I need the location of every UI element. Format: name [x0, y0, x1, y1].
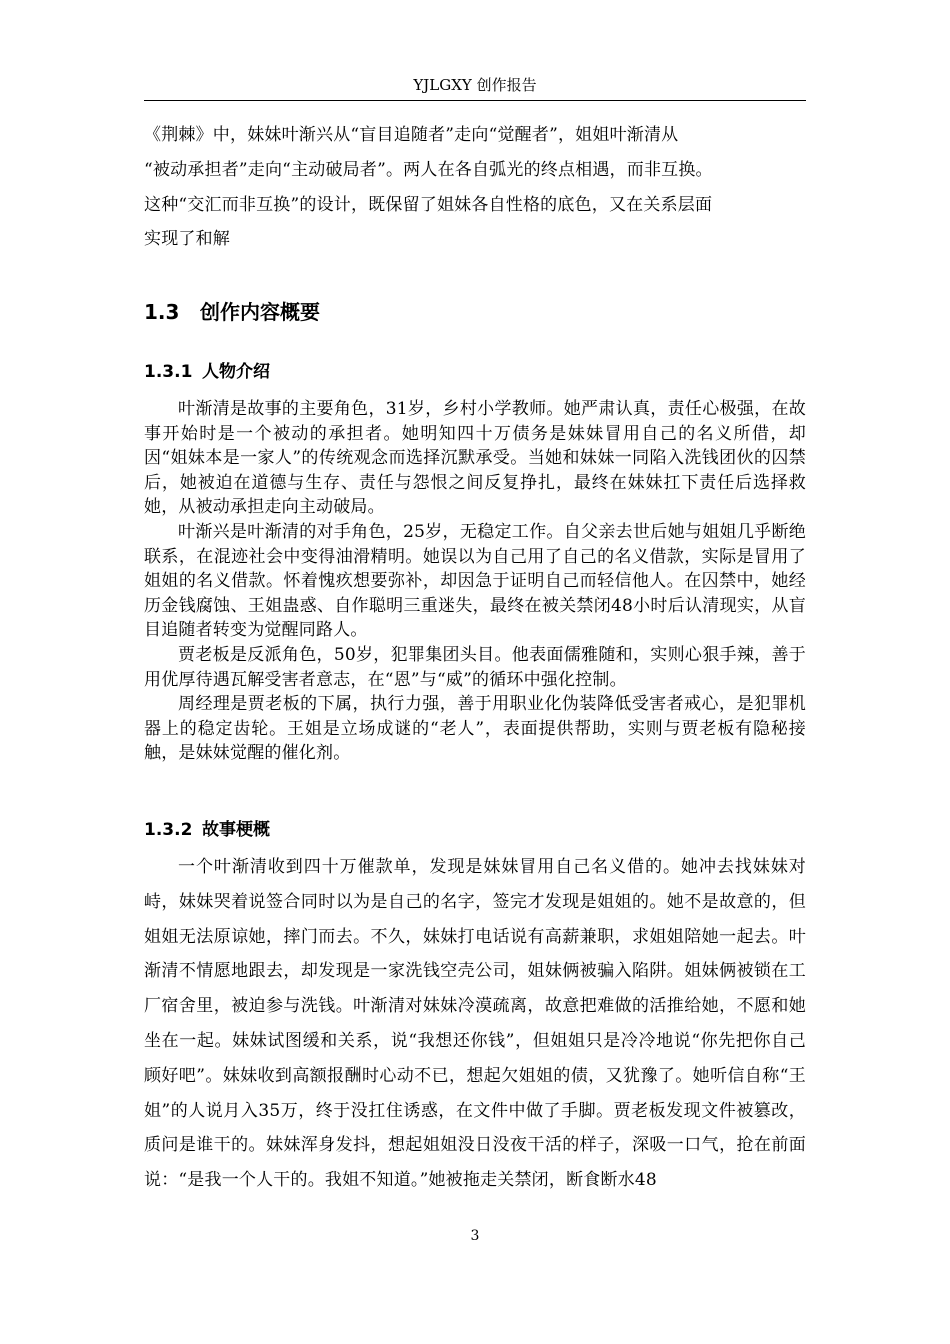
subsection-title: 人物介绍: [202, 362, 270, 382]
character-paragraph: 叶渐兴是叶渐清的对手角色，25岁，无稳定工作。自父亲去世后她与姐姐几乎断绝联系，在混迹社会中变得油滑精明。她误以为自己用了自己的名义借款，实际是冒用了姐姐的名义借款。怀着愧疚想要弥补，却因急于证明自己而轻信他人。在囚禁中，她经历金钱腐蚀、王姐蛊惑、自作聪明三重迷失，最终在被关禁闭48小时后认清现实，从盲目追随者转变为觉醒同路人。: [144, 521, 806, 641]
intro-paragraph: [144, 118, 806, 257]
subsection-title: 故事梗概: [202, 820, 270, 840]
character-paragraph: 叶渐清是故事的主要角色，31岁，乡村小学教师。她严肃认真，责任心极强，在故事开始时是一个被动的承担者。她明知四十万债务是妹妹冒用自己的名义所借，却因“姐妹本是一家人”的传统观念而选择沉默承受。当她和妹妹一同陷入洗钱团伙的囚禁后，她被迫在道德与生存、责任与怨恨之间反复挣扎，最终在妹妹扛下责任后选择救她，从被动承担走向主动破局。: [144, 399, 806, 518]
intro-line: “被动承担者”走向“主动破局者”。两人在各自弧光的终点相遇，而非互换。: [144, 159, 713, 180]
characters-body: [144, 397, 806, 766]
subsection-heading-characters: [144, 360, 270, 384]
subsection-number: 1.3.1: [144, 362, 193, 382]
section-heading: [144, 298, 320, 326]
running-header: YJLGXY 创作报告: [413, 76, 537, 94]
section-number: 1.3: [144, 300, 180, 324]
subsection-number: 1.3.2: [144, 820, 193, 840]
character-paragraph: 贾老板是反派角色，50岁，犯罪集团头目。他表面儒雅随和，实则心狠手辣，善于用优厚待遇瓦解受害者意志，在“恩”与“威”的循环中强化控制。: [144, 644, 806, 690]
intro-line: 《荆棘》中，妹妹叶渐兴从“盲目追随者”走向“觉醒者”，姐姐叶渐清从: [144, 125, 679, 145]
character-paragraph: 周经理是贾老板的下属，执行力强，善于用职业化伪装降低受害者戒心，是犯罪机器上的稳定齿轮。王姐是立场成谜的“老人”，表面提供帮助，实则与贾老板有隐秘接触，是妹妹觉醒的催化剂。: [144, 694, 806, 764]
page-number: 3: [470, 1228, 480, 1244]
synopsis-paragraph: 一个叶渐清收到四十万催款单，发现是妹妹冒用自己名义借的。她冲去找妹妹对峙，妹妹哭着说签合同时以为是自己的名字，签完才发现是姐姐的。她不是故意的，但姐姐无法原谅她，摔门而去。不久，妹妹打电话说有高薪兼职，求姐姐陪她一起去。叶渐清不情愿地跟去，却发现是一家洗钱空壳公司，姐妹俩被骗入陷阱。姐妹俩被锁在工厂宿舍里，被迫参与洗钱。叶渐清对妹妹冷漠疏离，故意把难做的活推给她，不愿和她坐在一起。妹妹试图缓和关系，说“我想还你钱”，但姐姐只是冷冷地说“你先把你自己顾好吧”。妹妹收到高额报酬时心动不已，想起欠姐姐的债，又犹豫了。她听信自称“王姐”的人说月入35万，终于没扛住诱惑，在文件中做了手脚。贾老板发现文件被篡改，质问是谁干的。妹妹浑身发抖，想起姐姐没日没夜干活的样子，深吸一口气，抢在前面说：“是我一个人干的。我姐不知道。”她被拖走关禁闭，断食断水48: [144, 857, 806, 1191]
header-rule: [144, 100, 806, 101]
subsection-heading-synopsis: [144, 818, 270, 842]
intro-line: 这种“交汇而非互换”的设计，既保留了姐妹各自性格的底色，又在关系层面: [144, 194, 713, 215]
section-title: 创作内容概要: [200, 300, 320, 324]
intro-line: 实现了和解: [144, 229, 230, 250]
